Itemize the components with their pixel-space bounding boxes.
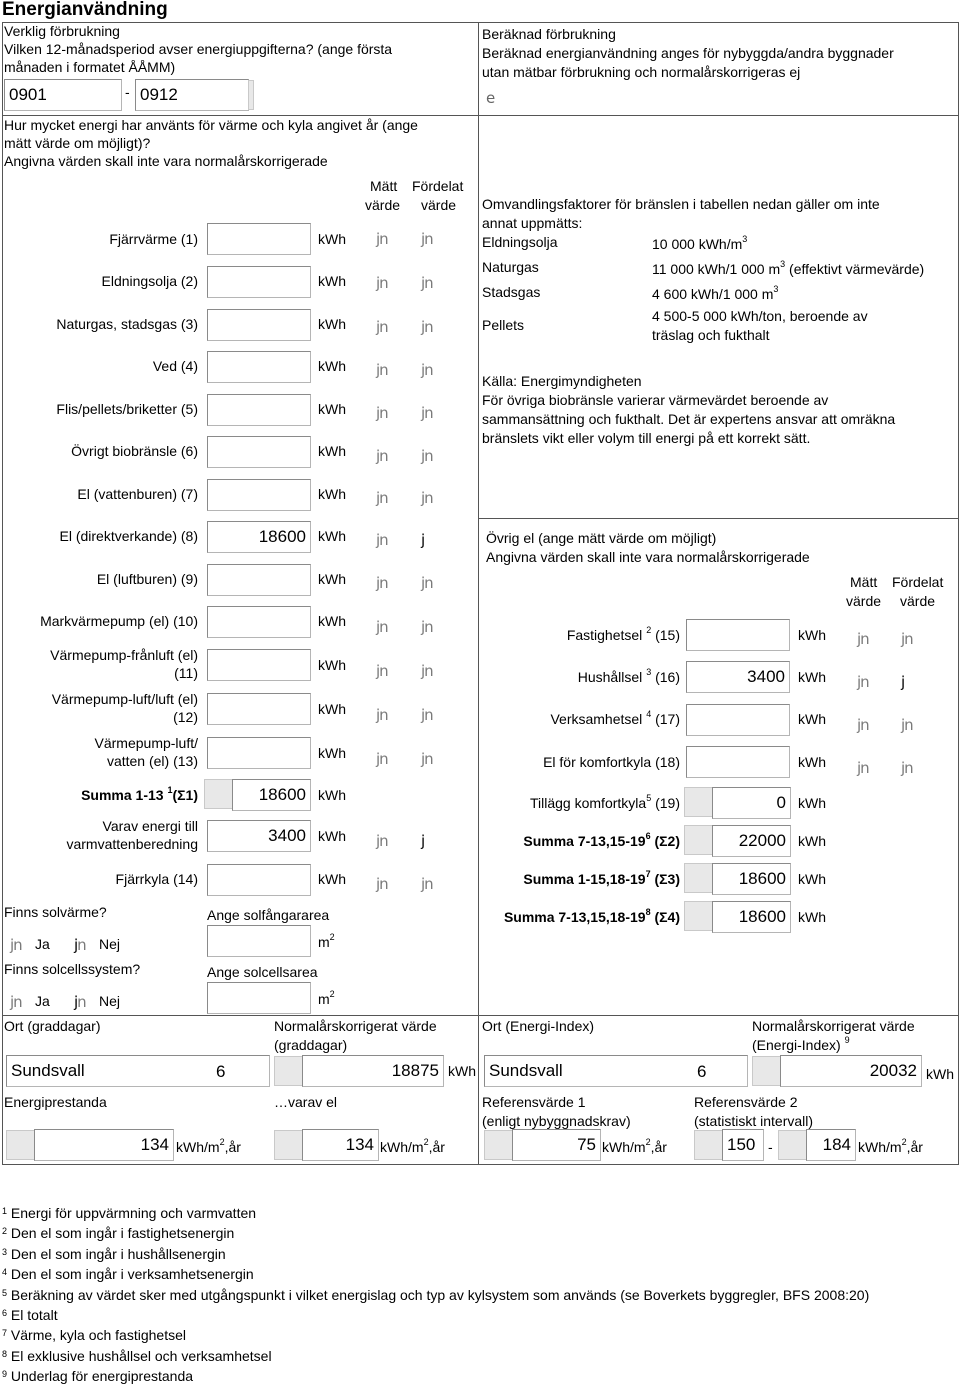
footnote: $^6$ El totalt xyxy=(2,1307,58,1324)
solvarme-question: Finns solvärme? xyxy=(4,904,107,920)
el-vattenburen-input[interactable] xyxy=(207,479,311,511)
footnote: $^2$ Den el som ingår i fastighetsenergin xyxy=(2,1225,235,1242)
energiprestanda-shade xyxy=(6,1130,36,1160)
radio-matt[interactable]: jn xyxy=(376,361,388,379)
el-direktverkande-input[interactable]: 18600 xyxy=(207,521,311,553)
page-title: Energianvändning xyxy=(2,0,168,20)
source-note-1: För övriga biobränsle varierar värmevärdet beroende av xyxy=(482,392,829,408)
radio-matt[interactable]: jn xyxy=(376,404,388,422)
summa-sigma3-value: 18600 xyxy=(712,863,791,895)
ref2-from-value: 150 xyxy=(722,1129,764,1161)
radio-fordelat[interactable]: jn xyxy=(421,404,433,422)
radio-matt[interactable]: jn xyxy=(376,574,388,592)
unit-kwh: kWh xyxy=(318,657,346,673)
ort-graddagar-select[interactable]: Sundsvall xyxy=(6,1055,270,1087)
radio-fordelat-selected[interactable]: j xyxy=(421,832,425,850)
radio-fordelat[interactable]: jn xyxy=(421,706,433,724)
m2-unit: $m^2$ xyxy=(318,932,335,950)
beraknad-desc-2: utan mätbar förbrukning och normalårskorrigeras ej xyxy=(482,64,801,80)
period-from-input[interactable]: 0901 xyxy=(4,79,122,111)
solcell-area-input[interactable] xyxy=(207,982,311,1014)
col-header-fordelat-1: Fördelat xyxy=(412,178,464,194)
solcell-area-label: Ange solcellsarea xyxy=(207,964,318,980)
col-header-matt-1: Mätt xyxy=(370,178,398,194)
footnotes xyxy=(2,1203,869,1387)
radio-fordelat[interactable]: jn xyxy=(421,618,433,636)
unit-kwh: kWh xyxy=(448,1063,476,1079)
flis-input[interactable] xyxy=(207,394,311,426)
beraknad-desc-1: Beräknad energianvändning anges för nybyggda/andra byggnader xyxy=(482,45,894,61)
ovrigt-biobransle-input[interactable] xyxy=(207,436,311,468)
el-luftburen-input[interactable] xyxy=(207,564,311,596)
fjarrvarme-input[interactable] xyxy=(207,223,311,255)
summa-sigma4-shade xyxy=(684,901,714,931)
summa-sigma2-shade xyxy=(684,825,714,855)
period-dash: - xyxy=(125,84,130,100)
radio-fordelat[interactable]: jn xyxy=(421,662,433,680)
ovrig-el-note: Angivna värden skall inte vara normalårskorrigerade xyxy=(486,549,810,565)
markvarmepump-input[interactable] xyxy=(207,606,311,638)
source-label: Källa: Energimyndigheten xyxy=(482,373,642,389)
period-question-line1: Vilken 12-månadsperiod avser energiuppgifterna? (ange första xyxy=(4,41,393,57)
source-note-3: bränslets vikt eller volym till energi på ett korrekt sätt. xyxy=(482,430,811,446)
row-label-el-vattenburen: El (vattenburen) (7) xyxy=(77,486,198,502)
row-label-eldningsolja: Eldningsolja (2) xyxy=(101,273,198,289)
ref2-label-1: Referensvärde 2 xyxy=(694,1094,798,1110)
norm-graddagar-shade xyxy=(274,1056,304,1086)
unit-kwh: kWh xyxy=(926,1066,954,1082)
radio-matt[interactable]: jn xyxy=(857,673,869,691)
unit-kwh: kWh xyxy=(318,701,346,717)
nej-label: Nej xyxy=(99,993,121,1009)
unit-kwh: kWh xyxy=(318,316,346,332)
unit-kwh: kWh xyxy=(798,833,826,849)
unit-kwh: kWh xyxy=(318,486,346,502)
footnote: $^8$ El exklusive hushållsel och verksamhetsel xyxy=(2,1347,272,1364)
unit-kwh: kWh xyxy=(318,528,346,544)
radio-matt[interactable]: jn xyxy=(376,618,388,636)
radio-fordelat-selected[interactable]: j xyxy=(421,531,425,549)
varav-el-label: …varav el xyxy=(274,1094,338,1110)
radio-matt[interactable]: jn xyxy=(376,447,388,465)
radio-matt[interactable]: jn xyxy=(857,759,869,777)
radio-matt[interactable]: jn xyxy=(857,716,869,734)
col-header-fordelat-1: Fördelat xyxy=(892,574,944,590)
radio-matt[interactable]: jn xyxy=(376,832,388,850)
ort-ei-code: 6 xyxy=(697,1062,707,1081)
row-label-naturgas: Naturgas, stadsgas (3) xyxy=(56,316,198,332)
energy-note: Angivna värden skall inte vara normalårskorrigerade xyxy=(4,153,328,169)
tillagg-komfortkyla-label: Tillägg komfortkyla$^5$ (19) xyxy=(530,793,680,811)
summa-sigma2-value: 22000 xyxy=(712,825,791,857)
factor-name-stadsgas: Stadsgas xyxy=(482,284,541,300)
footnote: $^3$ Den el som ingår i hushållsenergin xyxy=(2,1245,226,1262)
varav-label-1: Varav energi till xyxy=(102,818,198,834)
source-note-2: sammansättning och fukthalt. Det är expertens ansvar att omräkna xyxy=(482,411,896,427)
radio-matt[interactable]: jn xyxy=(376,662,388,680)
factor-name-eldningsolja: Eldningsolja xyxy=(482,234,558,250)
unit-kwh: kWh xyxy=(798,754,826,770)
unit-kwh: kWh xyxy=(318,871,346,887)
footnote: $^4$ Den el som ingår i verksamhetsenergin xyxy=(2,1266,254,1283)
solcell-question: Finns solcellssystem? xyxy=(4,961,141,977)
factor-name-pellets: Pellets xyxy=(482,317,525,333)
row-label-luftluft-2: (12) xyxy=(173,709,198,725)
ved-input[interactable] xyxy=(207,351,311,383)
unit-kwh: kWh xyxy=(318,443,346,459)
solvarme-area-input[interactable] xyxy=(207,925,311,957)
radio-fordelat[interactable]: jn xyxy=(901,630,913,648)
energiprestanda-value: 134 xyxy=(34,1129,174,1161)
period-to-shade xyxy=(248,80,254,110)
ref2-to-value: 184 xyxy=(806,1129,856,1161)
ja-label: Ja xyxy=(35,936,50,952)
footnote: $^7$ Värme, kyla och fastighetsel xyxy=(2,1327,186,1344)
row-label-luftvatten-1: Värmepump-luft/ xyxy=(94,735,198,751)
unit-kwh: kWh xyxy=(798,627,826,643)
solvarme-area-label: Ange solfångararea xyxy=(207,907,330,923)
radio-matt[interactable]: jn xyxy=(376,489,388,507)
unit-kwh: kWh xyxy=(318,401,346,417)
divider-right-mid xyxy=(478,518,959,519)
radio-matt[interactable]: jn xyxy=(376,318,388,336)
radio-fordelat[interactable]: jn xyxy=(421,318,433,336)
radio-solvarme-ja[interactable]: jn xyxy=(10,936,22,954)
norm-ei-label-1: Normalårskorrigerat värde xyxy=(752,1018,915,1034)
ort-graddagar-code: 6 xyxy=(216,1062,226,1081)
row-label-fjarrvarme: Fjärrvärme (1) xyxy=(109,231,198,247)
unit-kwh: kWh xyxy=(798,871,826,887)
unit-kwh: kWh xyxy=(318,571,346,587)
fjarrkyla-input[interactable] xyxy=(207,864,311,896)
summa-sigma3-shade xyxy=(684,863,714,893)
varmvatten-input[interactable]: 3400 xyxy=(207,820,311,852)
unit-kwh: kWh xyxy=(318,613,346,629)
radio-fordelat[interactable]: jn xyxy=(421,230,433,248)
col-header-matt-2: värde xyxy=(846,593,882,609)
verksamhetsel-input[interactable] xyxy=(686,704,790,736)
norm-ei-label-2: (Energi-Index) $^9$ xyxy=(752,1035,850,1053)
factor-name-naturgas: Naturgas xyxy=(482,259,539,275)
footnote: $^1$ Energi för uppvärmning och varmvatten xyxy=(2,1205,257,1221)
factors-intro-2: annat uppmätts: xyxy=(482,215,583,231)
radio-matt[interactable]: jn xyxy=(376,274,388,292)
luftluft-input[interactable] xyxy=(207,693,311,725)
radio-solvarme-nej-selected[interactable]: jn xyxy=(74,936,86,954)
eldningsolja-input[interactable] xyxy=(207,266,311,298)
komfortkyla-input[interactable] xyxy=(686,746,790,778)
radio-solcell-ja[interactable]: jn xyxy=(10,993,22,1011)
summa-sigma2-label: Summa $7-13,15-19^6$ (Σ2) xyxy=(523,831,680,849)
row-label-el-luftburen: El (luftburen) (9) xyxy=(96,571,198,587)
ref2-shade xyxy=(694,1130,724,1160)
row-label-luftvatten-2: vatten (el) (13) xyxy=(106,753,198,769)
beraknad-checkbox[interactable]: e xyxy=(486,89,496,107)
franluft-input[interactable] xyxy=(207,649,311,681)
summa-sigma4-label: Summa $7-13,15,18-19^8$ (Σ4) xyxy=(503,907,680,925)
ref2-to-shade xyxy=(778,1130,808,1160)
factor-value-pellets-1: 4 500-5 000 kWh/ton, beroende av xyxy=(652,308,868,324)
radio-fordelat[interactable]: jn xyxy=(421,361,433,379)
radio-solcell-nej-selected[interactable]: jn xyxy=(74,993,86,1011)
radio-matt[interactable]: jn xyxy=(376,875,388,893)
radio-fordelat[interactable]: jn xyxy=(421,489,433,507)
radio-matt[interactable]: jn xyxy=(376,230,388,248)
row-label-ovrigt-biobransle: Övrigt biobränsle (6) xyxy=(71,443,198,459)
norm-graddagar-label-2: (graddagar) xyxy=(274,1037,348,1053)
footnote: $^5$ Beräkning av värdet sker med utgångspunkt i vilket energislag och typ av kylsystem som används (se Boverkets byggregler, BFS 2008:20) xyxy=(2,1286,870,1303)
el-label-hushallsel: Hushållsel $^3$ (16) xyxy=(577,667,680,685)
luftvatten-input[interactable] xyxy=(207,737,311,769)
ort-ei-label: Ort (Energi-Index) xyxy=(482,1018,595,1034)
divider-bottom xyxy=(2,1015,959,1016)
col-header-matt-1: Mätt xyxy=(850,574,878,590)
factor-value-eldningsolja: 10 000 kWh/$m^3$ xyxy=(652,234,748,252)
summa-1-13-value: 18600 xyxy=(232,779,311,811)
tillagg-shade xyxy=(684,787,714,817)
radio-matt[interactable]: jn xyxy=(376,531,388,549)
radio-fordelat[interactable]: jn xyxy=(901,759,913,777)
col-header-fordelat-2: värde xyxy=(421,197,457,213)
ref1-label-1: Referensvärde 1 xyxy=(482,1094,586,1110)
norm-ei-value: 20032 xyxy=(780,1055,922,1087)
summa-1-13-shade xyxy=(204,779,234,809)
radio-fordelat[interactable]: jn xyxy=(421,750,433,768)
period-to-input[interactable]: 0912 xyxy=(135,79,249,111)
fastighetsel-input[interactable] xyxy=(686,619,790,651)
row-label-flis: Flis/pellets/briketter (5) xyxy=(56,401,198,417)
row-label-franluft-2: (11) xyxy=(174,665,198,681)
summa-sigma3-label: Summa $1-15,18-19^7$ (Σ3) xyxy=(523,869,680,887)
varav-label-2: varmvattenberedning xyxy=(66,836,198,852)
footnote: $^9$ Underlag för energiprestanda xyxy=(2,1368,194,1385)
unit-kwh: kWh xyxy=(798,909,826,925)
m2-unit: $m^2$ xyxy=(318,989,335,1007)
tillagg-value: 0 xyxy=(712,787,791,819)
ref1-label-2: (enligt nybyggnadskrav) xyxy=(482,1113,631,1129)
unit-kwh: kWh xyxy=(798,669,826,685)
unit-kwh: kWh xyxy=(798,795,826,811)
radio-fordelat[interactable]: jn xyxy=(901,716,913,734)
summa-1-13-label: Summa 1-13 $^1$(Σ1) xyxy=(81,785,198,803)
summa-sigma4-value: 18600 xyxy=(712,901,791,933)
norm-graddagar-label-1: Normalårskorrigerat värde xyxy=(274,1018,437,1034)
ovrig-el-title: Övrig el (ange mätt värde om möjligt) xyxy=(486,530,717,546)
unit-kwh-m2-ar: kWh/$m^2,år$ xyxy=(602,1137,667,1155)
factors-intro-1: Omvandlingsfaktorer för bränslen i tabellen nedan gäller om inte xyxy=(482,196,880,212)
col-header-fordelat-2: värde xyxy=(900,593,936,609)
right-frame xyxy=(478,22,959,1165)
unit-kwh: kWh xyxy=(318,828,346,844)
ref1-value: 75 xyxy=(512,1129,601,1161)
nej-label: Nej xyxy=(99,936,121,952)
radio-fordelat-selected[interactable]: j xyxy=(901,673,905,691)
ja-label: Ja xyxy=(35,993,50,1009)
unit-kwh-m2-ar: kWh/$m^2,år$ xyxy=(380,1137,445,1155)
energy-question-line2: mätt värde om möjligt)? xyxy=(4,135,151,151)
row-label-fjarrkyla: Fjärrkyla (14) xyxy=(115,871,198,887)
el-label-fastighetsel: Fastighetsel $^2$ (15) xyxy=(566,625,680,643)
factor-value-pellets-2: träslag och fukthalt xyxy=(652,327,770,343)
ort-ei-select[interactable]: Sundsvall xyxy=(484,1055,748,1087)
el-label-verksamhetsel: Verksamhetsel $^4$ (17) xyxy=(550,709,680,727)
norm-ei-shade xyxy=(752,1056,782,1086)
radio-matt[interactable]: jn xyxy=(857,630,869,648)
radio-matt[interactable]: jn xyxy=(376,706,388,724)
radio-fordelat[interactable]: jn xyxy=(421,447,433,465)
ref2-label-2: (statistiskt intervall) xyxy=(694,1113,814,1129)
period-question-line2: månaden i formatet ÅÅMM) xyxy=(4,59,176,75)
row-label-ved: Ved (4) xyxy=(152,358,198,374)
ref1-shade xyxy=(484,1130,514,1160)
radio-fordelat[interactable]: jn xyxy=(421,875,433,893)
unit-kwh: kWh xyxy=(798,711,826,727)
norm-graddagar-value: 18875 xyxy=(302,1055,444,1087)
section-title-verklig: Verklig förbrukning xyxy=(4,23,120,39)
unit-kwh: kWh xyxy=(318,231,346,247)
varav-el-value: 134 xyxy=(302,1129,379,1161)
row-label-el-direktverkande: El (direktverkande) (8) xyxy=(59,528,198,544)
unit-kwh-m2-ar: kWh/$m^2,år$ xyxy=(858,1137,923,1155)
varav-el-shade xyxy=(274,1130,304,1160)
radio-matt[interactable]: jn xyxy=(376,750,388,768)
radio-fordelat[interactable]: jn xyxy=(421,574,433,592)
factor-value-naturgas: 11 000 kWh/1 000 $m^3$ (effektivt värmevärde) xyxy=(652,259,925,277)
row-label-franluft-1: Värmepump-frånluft (el) xyxy=(50,647,198,663)
hushallsel-input[interactable]: 3400 xyxy=(686,661,790,693)
unit-kwh: kWh xyxy=(318,358,346,374)
unit-kwh: kWh xyxy=(318,745,346,761)
section-title-beraknad: Beräknad förbrukning xyxy=(482,26,616,42)
unit-kwh: kWh xyxy=(318,787,346,803)
radio-fordelat[interactable]: jn xyxy=(421,274,433,292)
naturgas-input[interactable] xyxy=(207,309,311,341)
el-label-komfortkyla: El för komfortkyla (18) xyxy=(543,754,680,770)
row-label-luftluft-1: Värmepump-luft/luft (el) xyxy=(51,691,198,707)
unit-kwh: kWh xyxy=(318,273,346,289)
row-label-markvarmepump: Markvärmepump (el) (10) xyxy=(40,613,198,629)
energy-question-line1: Hur mycket energi har använts för värme och kyla angivet år (ange xyxy=(4,117,418,133)
divider-top xyxy=(2,115,959,116)
energiprestanda-label: Energiprestanda xyxy=(4,1094,107,1110)
factor-value-stadsgas: 4 600 kWh/1 000 $m^3$ xyxy=(652,284,779,302)
ort-graddagar-label: Ort (graddagar) xyxy=(4,1018,101,1034)
col-header-matt-2: värde xyxy=(365,197,401,213)
ref2-dash: - xyxy=(768,1139,773,1155)
unit-kwh-m2-ar: kWh/$m^2,år$ xyxy=(176,1137,241,1155)
